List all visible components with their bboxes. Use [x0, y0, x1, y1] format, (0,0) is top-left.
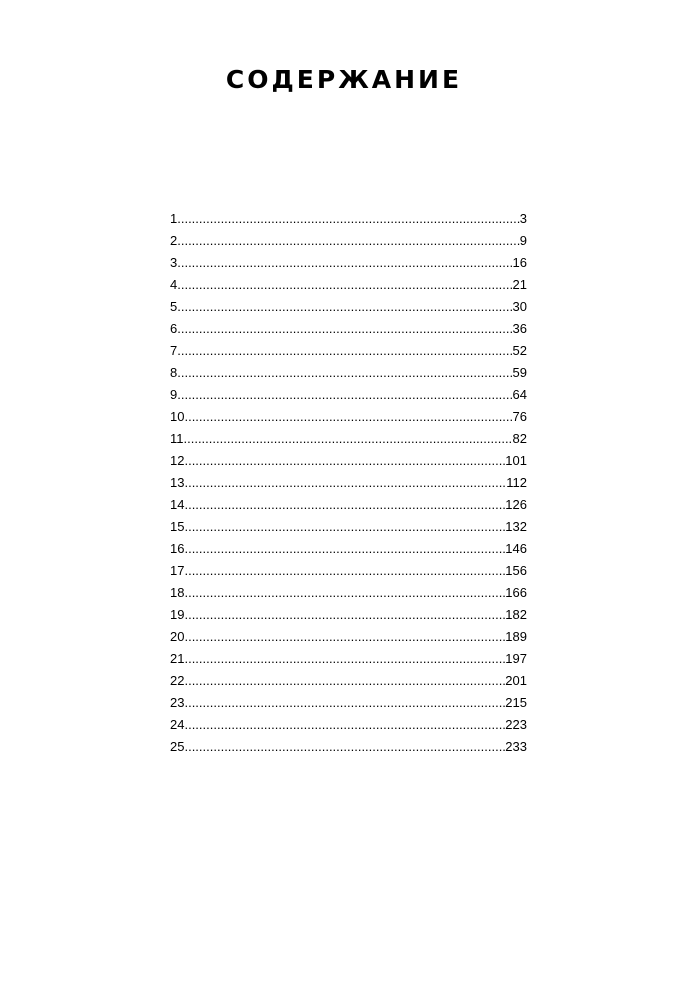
toc-entry[interactable]	[170, 208, 527, 230]
toc-entry-number: 14.	[170, 497, 189, 512]
toc-dot-leader	[181, 340, 513, 362]
toc-entry-number: 20.	[170, 629, 189, 644]
toc-entry-page: 112	[506, 475, 527, 490]
toc-dot-leader	[188, 538, 505, 560]
toc-entry-page: 36	[512, 321, 527, 336]
toc-entry-page: 59	[512, 365, 527, 380]
toc-entry[interactable]	[170, 560, 527, 582]
toc-entry-page: 16	[512, 255, 527, 270]
toc-entry-page: 30	[512, 299, 527, 314]
toc-dot-leader	[188, 494, 505, 516]
toc-entry[interactable]	[170, 582, 527, 604]
toc-entry[interactable]	[170, 736, 527, 758]
toc-entry[interactable]	[170, 714, 527, 736]
toc-entry-number: 21.	[170, 651, 189, 666]
toc-entry[interactable]	[170, 274, 527, 296]
toc-entry[interactable]	[170, 450, 527, 472]
toc-dot-leader	[188, 648, 505, 670]
toc-entry-number: 1.	[170, 211, 181, 226]
toc-dot-leader	[188, 472, 506, 494]
toc-entry-page: 146	[505, 541, 527, 556]
toc-entry[interactable]	[170, 340, 527, 362]
toc-entry[interactable]	[170, 384, 527, 406]
toc-entry-number: 24.	[170, 717, 189, 732]
toc-dot-leader	[187, 428, 512, 450]
toc-entry[interactable]	[170, 318, 527, 340]
toc-entry-page: 182	[505, 607, 527, 622]
toc-dot-leader	[188, 406, 512, 428]
toc-entry-page: 215	[505, 695, 527, 710]
toc-dot-leader	[181, 252, 513, 274]
toc-dot-leader	[188, 516, 505, 538]
toc-entry-page: 76	[512, 409, 527, 424]
toc-entry-number: 16.	[170, 541, 189, 556]
toc-entry[interactable]	[170, 296, 527, 318]
toc-entry[interactable]	[170, 406, 527, 428]
toc-entry-number: 17.	[170, 563, 189, 578]
toc-entry[interactable]	[170, 538, 527, 560]
toc-dot-leader	[188, 560, 505, 582]
toc-entry-number: 3.	[170, 255, 181, 270]
toc-entry-page: 9	[519, 233, 527, 248]
toc-dot-leader	[181, 274, 513, 296]
toc-entry-number: 25.	[170, 739, 189, 754]
toc-dot-leader	[181, 318, 513, 340]
toc-entry-page: 201	[505, 673, 527, 688]
toc-entry-page: 233	[505, 739, 527, 754]
toc-dot-leader	[181, 296, 513, 318]
toc-entry-page: 223	[505, 717, 527, 732]
toc-dot-leader	[188, 714, 505, 736]
toc-entry-page: 166	[505, 585, 527, 600]
toc-dot-leader	[188, 670, 505, 692]
toc-entry[interactable]	[170, 494, 527, 516]
toc-entry[interactable]	[170, 670, 527, 692]
toc-dot-leader	[188, 736, 505, 758]
toc-entry-number: 7.	[170, 343, 181, 358]
toc-entry[interactable]	[170, 604, 527, 626]
toc-entry-number: 5.	[170, 299, 181, 314]
toc-entry-page: 64	[512, 387, 527, 402]
toc-entry-number: 18.	[170, 585, 189, 600]
toc-entry[interactable]	[170, 516, 527, 538]
toc-entry-page: 21	[512, 277, 527, 292]
toc-entry-number: 13.	[170, 475, 189, 490]
toc-entry-number: 12.	[170, 453, 189, 468]
toc-entry-page: 189	[505, 629, 527, 644]
toc-entry-page: 52	[512, 343, 527, 358]
toc-entry[interactable]	[170, 648, 527, 670]
toc-entry[interactable]	[170, 230, 527, 252]
toc-entry[interactable]	[170, 472, 527, 494]
toc-entry-page: 3	[519, 211, 527, 226]
toc-entry-number: 8.	[170, 365, 181, 380]
page-title: СОДЕРЖАНИЕ	[225, 65, 463, 94]
toc-entry-page: 132	[505, 519, 527, 534]
toc-entry-number: 23.	[170, 695, 189, 710]
toc-dot-leader	[188, 582, 505, 604]
toc-dot-leader	[188, 626, 505, 648]
toc-entry-number: 22.	[170, 673, 189, 688]
toc-entry[interactable]	[170, 626, 527, 648]
toc-dot-leader	[181, 384, 513, 406]
toc-entry-number: 19.	[170, 607, 189, 622]
toc-dot-leader	[188, 692, 505, 714]
toc-entry[interactable]	[170, 428, 527, 450]
toc-entry-page: 126	[505, 497, 527, 512]
toc-entry[interactable]	[170, 252, 527, 274]
toc-entry-number: 4.	[170, 277, 181, 292]
toc-entry-number: 2.	[170, 233, 181, 248]
toc-dot-leader	[181, 208, 520, 230]
toc-entry-number: 9.	[170, 387, 181, 402]
toc-entry-page: 101	[505, 453, 527, 468]
toc-dot-leader	[188, 604, 505, 626]
toc-entry-number: 15.	[170, 519, 189, 534]
toc-entry-number: 11.	[170, 431, 188, 446]
toc-entry-number: 6.	[170, 321, 181, 336]
toc-dot-leader	[181, 362, 513, 384]
toc-entry-page: 82	[512, 431, 527, 446]
toc-entry-page: 197	[505, 651, 527, 666]
toc-entry[interactable]	[170, 362, 527, 384]
table-of-contents	[170, 208, 527, 758]
toc-dot-leader	[188, 450, 505, 472]
toc-entry-page: 156	[505, 563, 527, 578]
toc-dot-leader	[181, 230, 520, 252]
toc-entry-number: 10.	[170, 409, 189, 424]
toc-entry[interactable]	[170, 692, 527, 714]
